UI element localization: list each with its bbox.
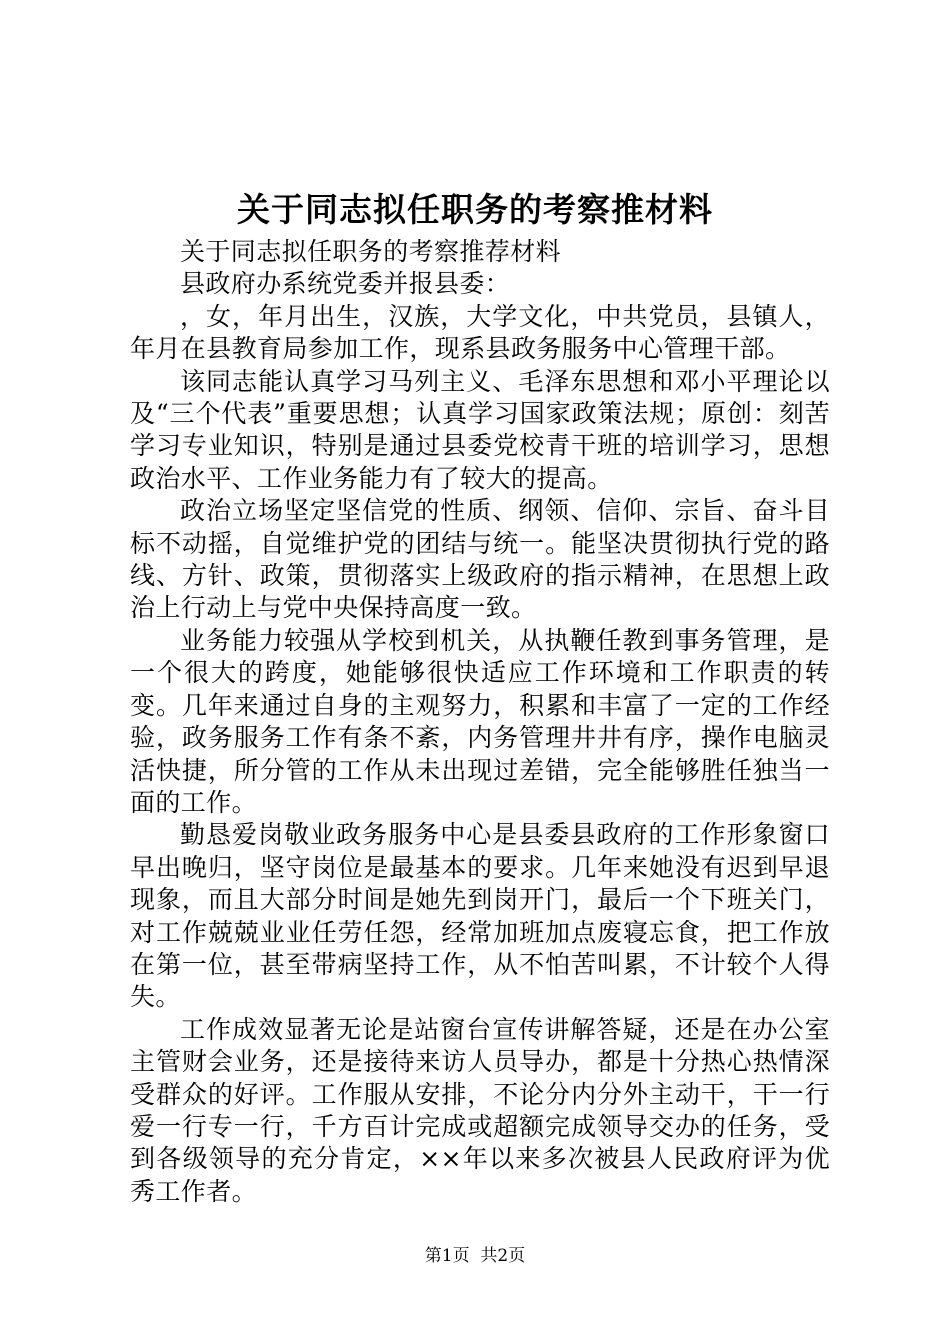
- paragraph-political-stance: 政治立场坚定坚信党的性质、纲领、信仰、宗旨、奋斗目标不动摇，自觉维护党的团结与统一。能坚决贯彻执行党的路线、方针、政策，贯彻落实上级政府的指示精神，在思想上政治上行动上与党中央保持高度一致。: [130, 496, 830, 623]
- page-total: 共2页: [480, 1246, 526, 1266]
- document-body: [130, 236, 830, 1208]
- paragraph-achievements: 工作成效显著无论是站窗台宣传讲解答疑，还是在办公室主管财会业务，还是接待来访人员导办，都是十分热心热情深受群众的好评。工作服从安排，不论分内分外主动干，干一行爱一行专一行，千方百计完成或超额完成领导交办的任务，受到各级领导的充分肯定，××年以来多次被县人民政府评为优秀工作者。: [130, 1014, 830, 1206]
- paragraph-basic-info: ，女，年月出生，汉族，大学文化，中共党员，县镇人，年月在县教育局参加工作，现系县政务服务中心管理干部。: [130, 301, 830, 364]
- document-title: 关于同志拟任职务的考察推材料: [237, 190, 713, 229]
- paragraph-subtitle: 关于同志拟任职务的考察推荐材料: [180, 237, 562, 266]
- paragraph-addressee: 县政府办系统党委并报县委：: [180, 269, 511, 299]
- paragraph-diligence: 勤恳爱岗敬业政务服务中心是县委县政府的工作形象窗口早出晚归，坚守岗位是最基本的要求。几年来她没有迟到早退现象，而且大部分时间是她先到岗开门，最后一个下班关门，对工作兢兢业业任劳任怨，经常加班加点废寝忘食，把工作放在第一位，甚至带病坚持工作，从不怕苦叫累，不计较个人得失。: [130, 820, 830, 1012]
- paragraph-study: 该同志能认真学习马列主义、毛泽东思想和邓小平理论以及“三个代表”重要思想；认真学习国家政策法规；原创：刻苦学习专业知识，特别是通过县委党校青干班的培训学习，思想政治水平、工作业务能力有了较大的提高。: [130, 366, 830, 493]
- page-footer: [0, 1244, 950, 1268]
- paragraph-work-ability: 业务能力较强从学校到机关，从执鞭任教到事务管理，是一个很大的跨度，她能够很快适应工作环境和工作职责的转变。几年来通过自身的主观努力，积累和丰富了一定的工作经验，政务服务工作有条不紊，内务管理井井有序，操作电脑灵活快捷，所分管的工作从未出现过差错，完全能够胜任独当一面的工作。: [130, 625, 830, 817]
- page-number: 第1页: [424, 1246, 470, 1266]
